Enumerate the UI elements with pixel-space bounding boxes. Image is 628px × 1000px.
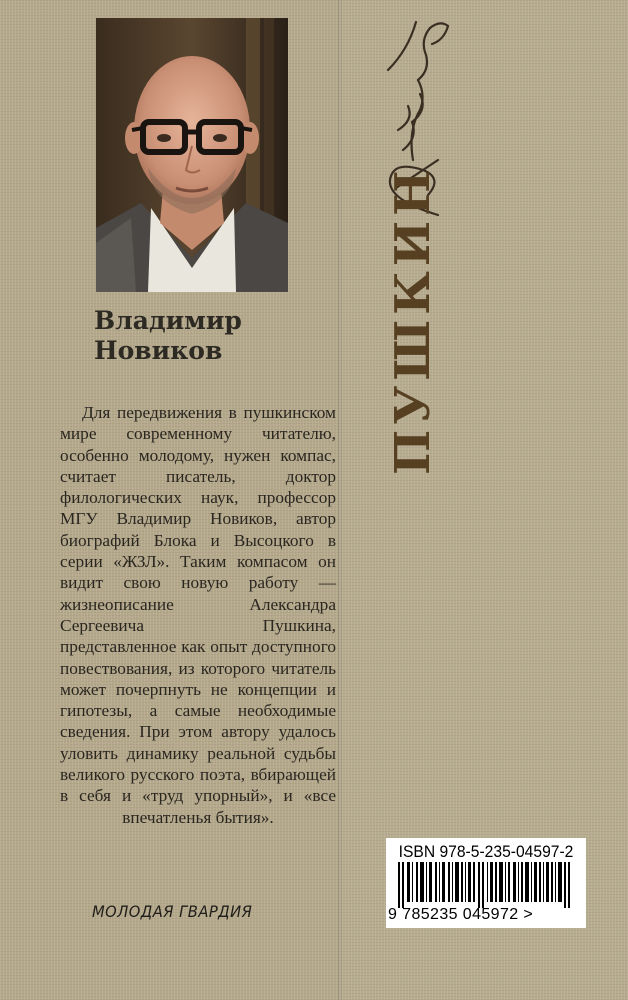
author-portrait-image: [96, 18, 288, 292]
barcode-bars-icon: [398, 862, 576, 908]
spine-fold: [338, 0, 342, 1000]
author-portrait: [96, 18, 288, 292]
publisher-logo: МОЛОДАЯ ГВАРДИЯ: [92, 902, 253, 921]
author-name: [94, 306, 334, 366]
author-last-name: Новиков: [94, 336, 223, 365]
isbn-number: ISBN 978-5-235-04597-2: [398, 842, 574, 861]
isbn-barcode: [386, 838, 586, 928]
book-description: Для передвижения в пушкинском мире современному читателю, особенно молодому, нужен компас, считает писатель, доктор филологических наук, профессор МГУ Владимир Новиков, автор биографий Блока и Высоцкого в серии «ЖЗЛ». Таким компасом он видит свою новую работу — жизнеописание Александра Сергеевича Пушкина, представленное как опыт доступного повествования, из которого читатель может почерпнуть не концепции и гипотезы, а самые необходимые сведения. При этом автору удалось уловить динамику реальной судьбы великого русского поэта, вбирающей в себя и «труд упорный», и «все впечатленья бытия».: [60, 403, 336, 827]
author-first-name: Владимир: [94, 306, 242, 335]
spine-title: ПУШКИН: [385, 165, 441, 475]
barcode-digits: 9 785235 045972 >: [388, 906, 534, 923]
